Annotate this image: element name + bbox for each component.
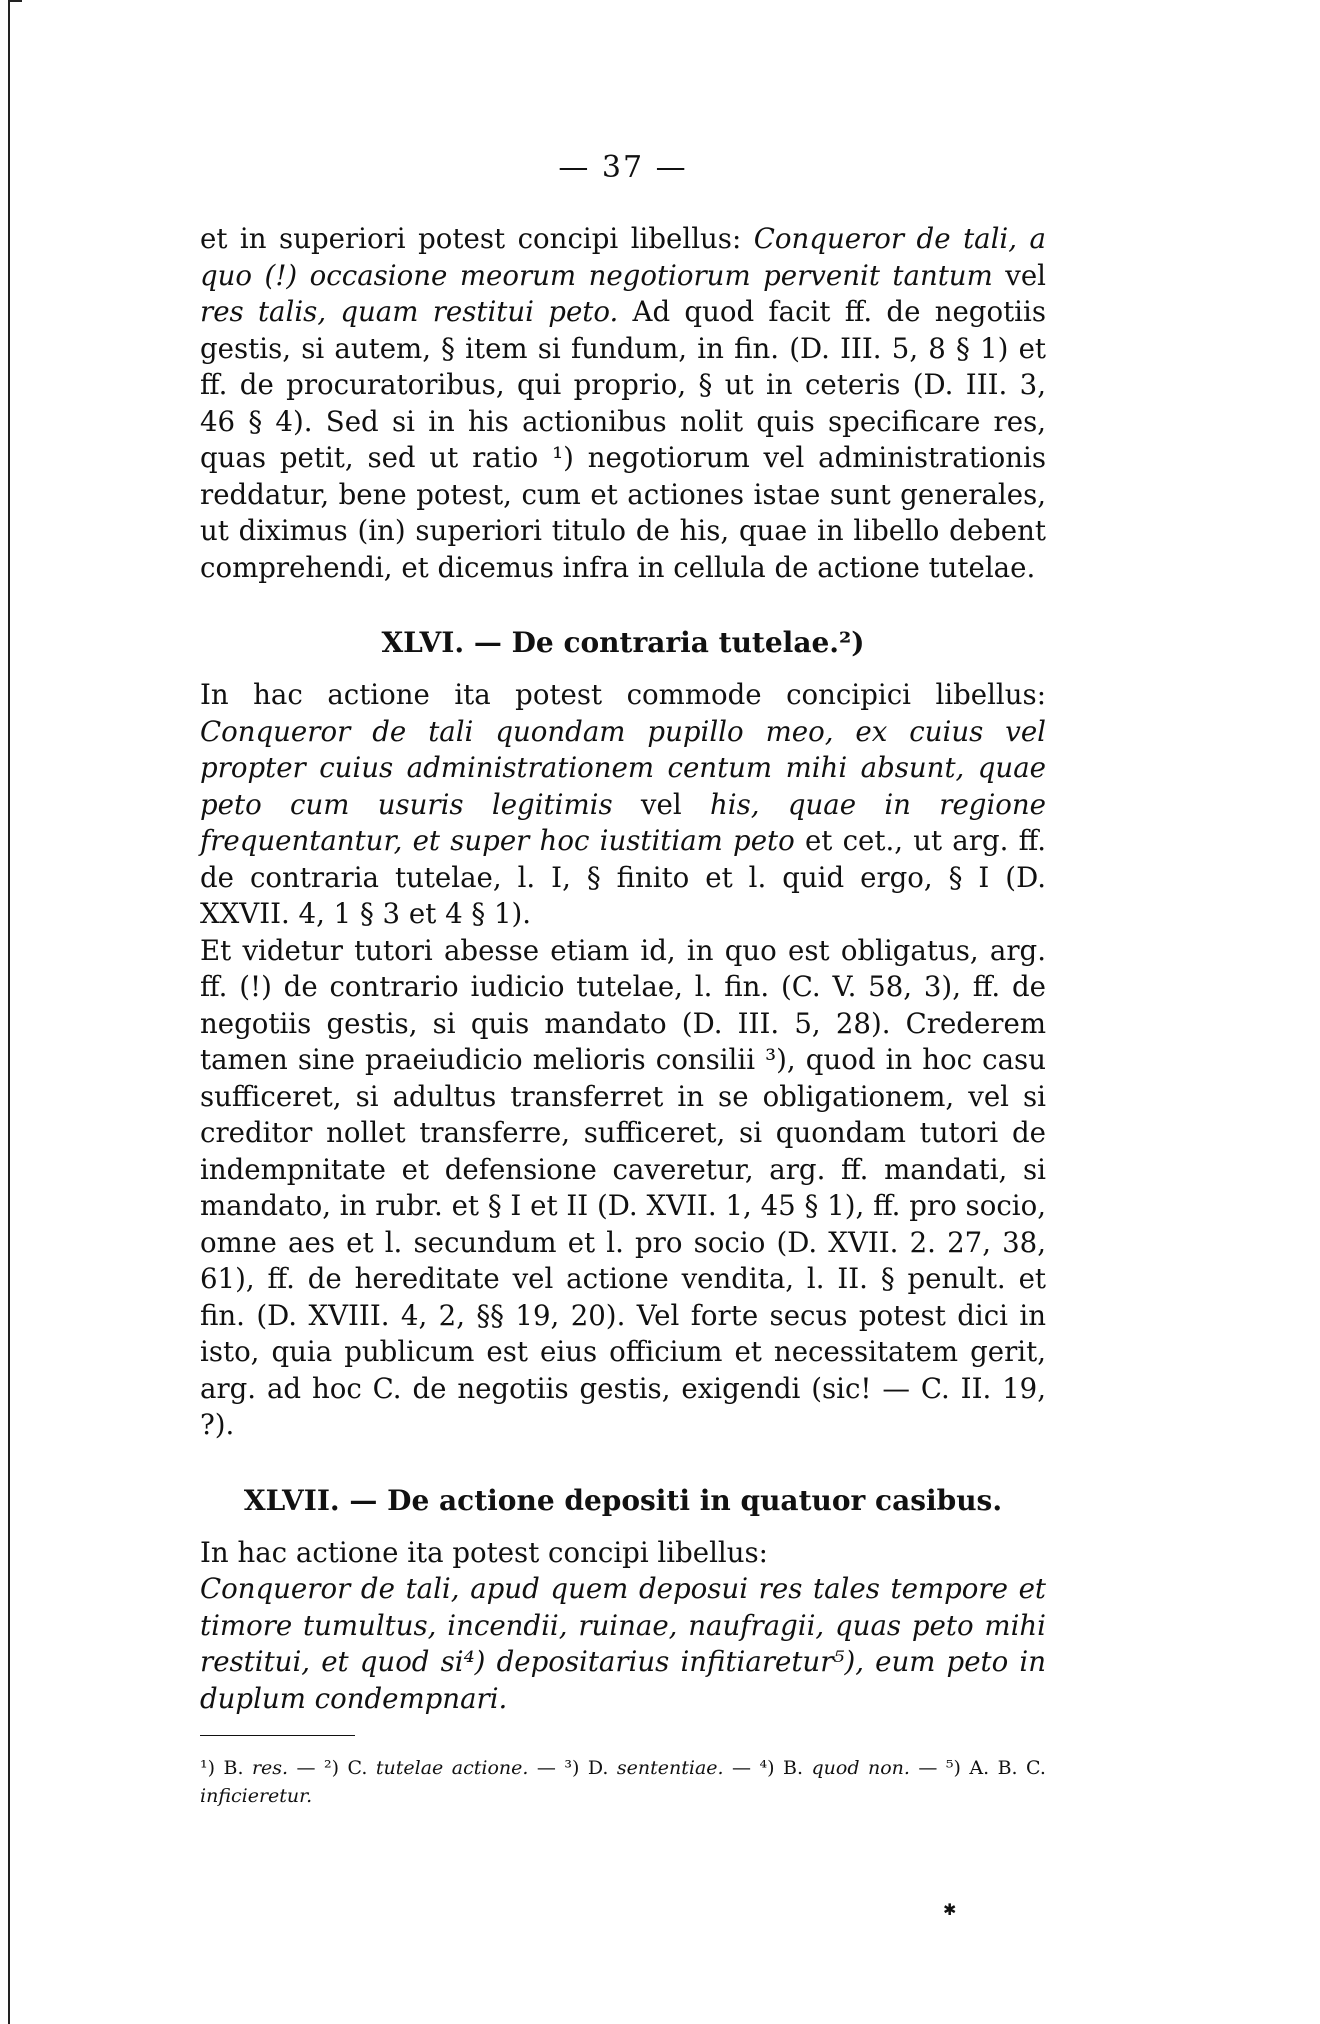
page-number: — 37 — bbox=[558, 150, 688, 185]
footnote-rule bbox=[200, 1735, 355, 1736]
text-run: — ⁴) B. bbox=[723, 1757, 812, 1779]
page bbox=[200, 150, 1046, 1810]
text-run: quod non. bbox=[811, 1757, 910, 1779]
text-run: et cet., ut arg. ff. de contraria tutelae, l. I, § finito et l. quid ergo, § I (D. XXVII. 4, 1 § 3 et 4 § 1). bbox=[200, 824, 1046, 930]
opening-paragraph bbox=[200, 221, 1046, 586]
stray-mark: ✱ bbox=[943, 1900, 957, 1919]
text-run: his, quae in regione frequentantur, et super hoc iustitiam peto bbox=[200, 787, 1046, 857]
text-run: sententiae. bbox=[616, 1757, 724, 1779]
xlvii-paragraph-1: In hac actione ita potest concipi libellus: bbox=[200, 1535, 768, 1569]
text-run: res talis, quam restitui peto. bbox=[200, 295, 619, 328]
text-run: Conqueror de tali, apud quem deposui res tales tempore et timore tumultus, incendii, ruinae, naufragii, quas peto mihi restitui, et quod si⁴) depositarius infitiaretur⁵), eum peto in duplum condempnari. bbox=[200, 1572, 1046, 1715]
scan-edge-top bbox=[8, 0, 22, 2]
text-run: tutelae actione. bbox=[375, 1757, 529, 1779]
xlvi-paragraph-1 bbox=[200, 677, 1046, 933]
text-run: Conqueror de tali, a quo (!) occasione meorum negotiorum pervenit tantum bbox=[200, 222, 1046, 292]
xlvii-paragraph-2 bbox=[200, 1571, 1046, 1717]
text-run: vel bbox=[612, 787, 710, 821]
scan-edge-left bbox=[8, 0, 10, 2024]
text-run: — ⁵) A. B. C. bbox=[909, 1757, 1046, 1779]
text-run: Ad quod facit ff. de negotiis gestis, si autem, § item si fundum, in fin. (D. III. 5, 8 § 1) et ff. de procuratoribus, qui proprio, § ut in ceteris (D. III. 3, 46 § 4). Sed si in his actionibus nolit quis specificare res, quas petit, sed ut ratio ¹) negotiorum vel administrationis reddatur, bene potest, cum et actiones istae sunt generales, ut diximus (in) superiori titulo de his, quae in libello debent comprehendi, et dicemus infra in cellula de actione tutelae. bbox=[200, 295, 1046, 584]
section-heading-xlvii: XLVII. — De actione depositi in quatuor casibus. bbox=[243, 1483, 1003, 1517]
text-run: vel bbox=[992, 258, 1046, 292]
text-run: et in superiori potest concipi libellus: bbox=[200, 222, 754, 255]
text-run: Conqueror de tali quondam pupillo meo, ex cuius vel propter cuius administrationem centum mihi absunt, quae peto cum usuris legitimis bbox=[200, 714, 1046, 821]
text-run: ¹) B. bbox=[200, 1757, 252, 1779]
text-run: inficieretur. bbox=[200, 1785, 313, 1807]
xlvi-paragraph-2: Et videtur tutori abesse etiam id, in quo est obligatus, arg. ff. (!) de contrario iudicio tutelae, l. fin. (C. V. 58, 3), ff. de negotiis gestis, si quis mandato (D. III. 5, 28). Crederem tamen sine praeiudicio melioris consilii ³), quod in hoc casu sufficeret, si adultus transferret in se obligationem, vel si creditor nollet transferre, sufficeret, si quondam tutori de indempnitate et defensione caveretur, arg. ff. mandati, si mandato, in rubr. et § I et II (D. XVII. 1, 45 § 1), ff. pro socio, omne aes et l. secundum et l. pro socio (D. XVII. 2. 27, 38, 61), ff. de hereditate vel actione vendita, l. II. § penult. et fin. (D. XVIII. 4, 2, §§ 19, 20). Vel forte secus potest dici in isto, quia publicum est eius officium et necessitatem gerit, arg. ad hoc C. de negotiis gestis, exigendi (sic! — C. II. 19, ?). bbox=[200, 933, 1046, 1441]
text-run: In hac actione ita potest commode concipici libellus: bbox=[200, 678, 1046, 711]
text-run: — ²) C. bbox=[288, 1757, 376, 1779]
footnotes bbox=[200, 1754, 1046, 1810]
text-run: — ³) D. bbox=[528, 1757, 617, 1779]
section-heading-xlvi: XLVI. — De contraria tutelae.²) bbox=[381, 626, 865, 659]
text-run: res. bbox=[251, 1757, 289, 1779]
